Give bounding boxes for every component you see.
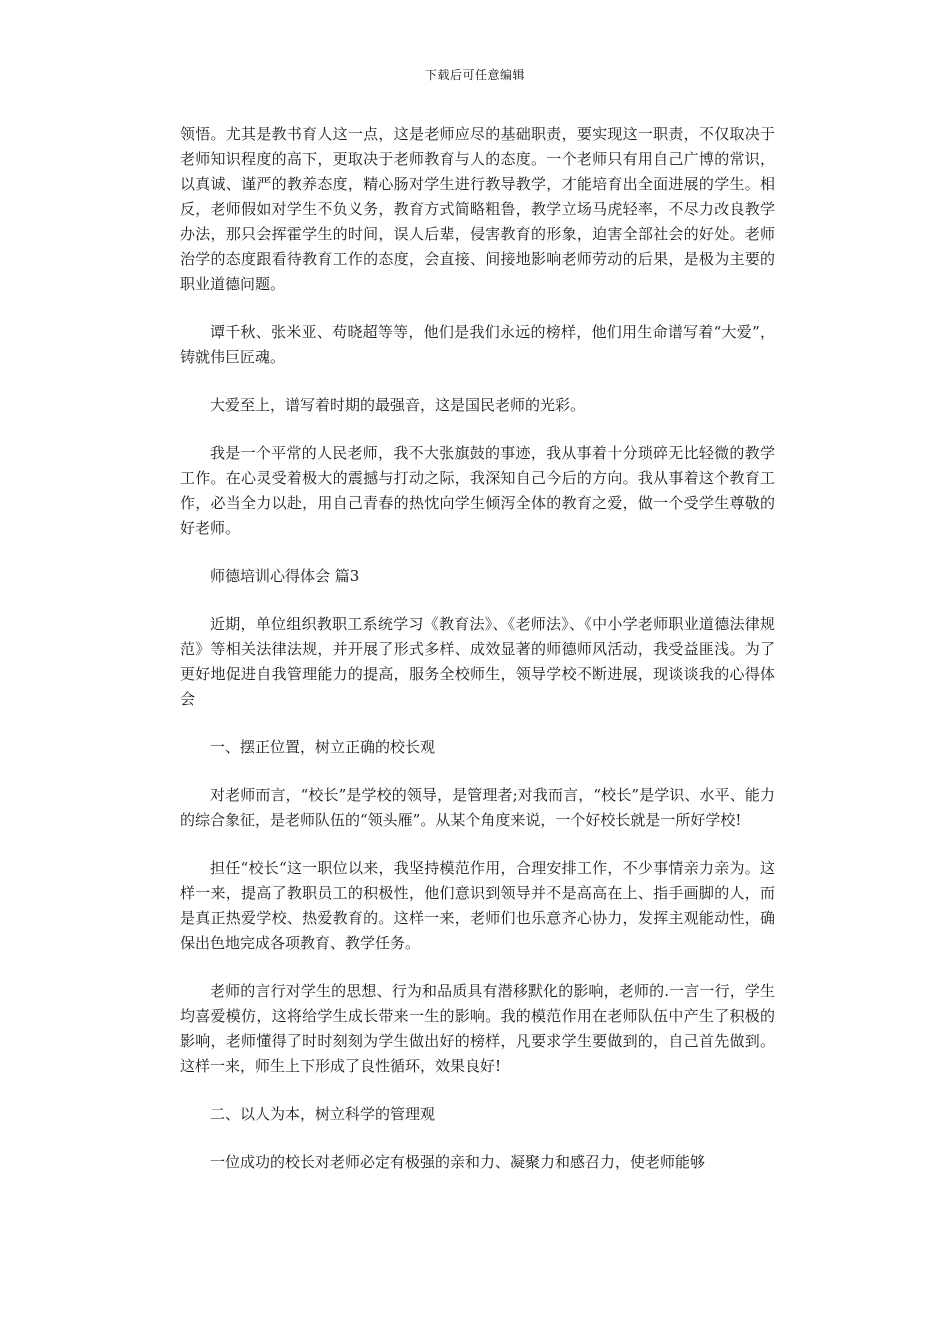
paragraph-principal-meaning: 对老师而言，“校长”是学校的领导，是管理者;对我而言，“校长”是学识、水平、能力的综合象征，是老师队伍的“领头雁”。从某个角度来说，一个好校长就是一所好学校! [180, 786, 775, 829]
paragraph-recent-study: 近期，单位组织教职工系统学习《教育法》、《老师法》、《中小学老师职业道德法律规范》等相关法律法规，并开展了形式多样、成效显著的师德师风活动，我受益匪浅。为了更好地促进自我管理能力的提高，服务全校师生，领导学校不断进展，现谈谈我的心得体会 [180, 615, 775, 708]
paragraph-continuation: 领悟。尤其是教书育人这一点，这是老师应尽的基础职责，要实现这一职责，不仅取决于老师知识程度的高下，更取决于老师教育与人的态度。一个老师只有用自己广博的常识，以真诚、谨严的教养态度，精心肠对学生进行教导教学，才能培育出全面进展的学生。相反，老师假如对学生不负义务，教育方式简略粗鲁，教学立场马虎轻率，不尽力改良教学办法，那只会挥霍学生的时间，误人后辈，侵害教育的形象，迫害全部社会的好处。老师治学的态度跟看待教育工作的态度，会直接、间接地影响老师劳动的后果，是极为主要的职业道德问题。 [180, 125, 775, 293]
document-body [180, 122, 775, 1198]
paragraph-teacher-influence: 老师的言行对学生的思想、行为和品质具有潜移默化的影响，老师的.一言一行，学生均喜爱模仿，这将给学生成长带来一生的影响。我的模范作用在老师队伍中产生了积极的影响，老师懂得了时时刻刻为学生做出好的榜样，凡要求学生要做到的，自己首先做到。这样一来，师生上下形成了良性循环，效果良好! [180, 982, 775, 1075]
paragraph-great-love: 大爱至上，谱写着时期的最强音，这是国民老师的光彩。 [210, 396, 586, 414]
subheading-position: 一、摆正位置，树立正确的校长观 [210, 738, 436, 756]
paragraph-role-models: 谭千秋、张米亚、苟晓超等等，他们是我们永远的榜样，他们用生命谱写着“大爱”，铸就伟巨匠魂。 [180, 323, 775, 366]
page-header: 下载后可任意编辑 [424, 68, 525, 82]
paragraph-successful-principal: 一位成功的校长对老师必定有极强的亲和力、凝聚力和感召力，使老师能够 [210, 1153, 706, 1171]
subheading-people-oriented: 二、以人为本，树立科学的管理观 [210, 1105, 436, 1123]
section-heading-part3: 师德培训心得体会 篇3 [210, 567, 360, 585]
paragraph-ordinary-teacher: 我是一个平常的人民老师，我不大张旗鼓的事迹，我从事着十分琐碎无比轻微的教学工作。在心灵受着极大的震撼与打动之际，我深知自己今后的方向。我从事着这个教育工作，必当全力以赴，用自己青春的热忱向学生倾泻全体的教育之爱，做一个受学生尊敬的好老师。 [180, 444, 775, 537]
paragraph-exemplary-role: 担任“校长“这一职位以来，我坚持模范作用，合理安排工作，不少事情亲力亲为。这样一来，提高了教职员工的积极性，他们意识到领导并不是高高在上、指手画脚的人，而是真正热爱学校、热爱教育的。这样一来，老师们也乐意齐心协力，发挥主观能动性，确保出色地完成各项教育、教学任务。 [180, 859, 775, 952]
